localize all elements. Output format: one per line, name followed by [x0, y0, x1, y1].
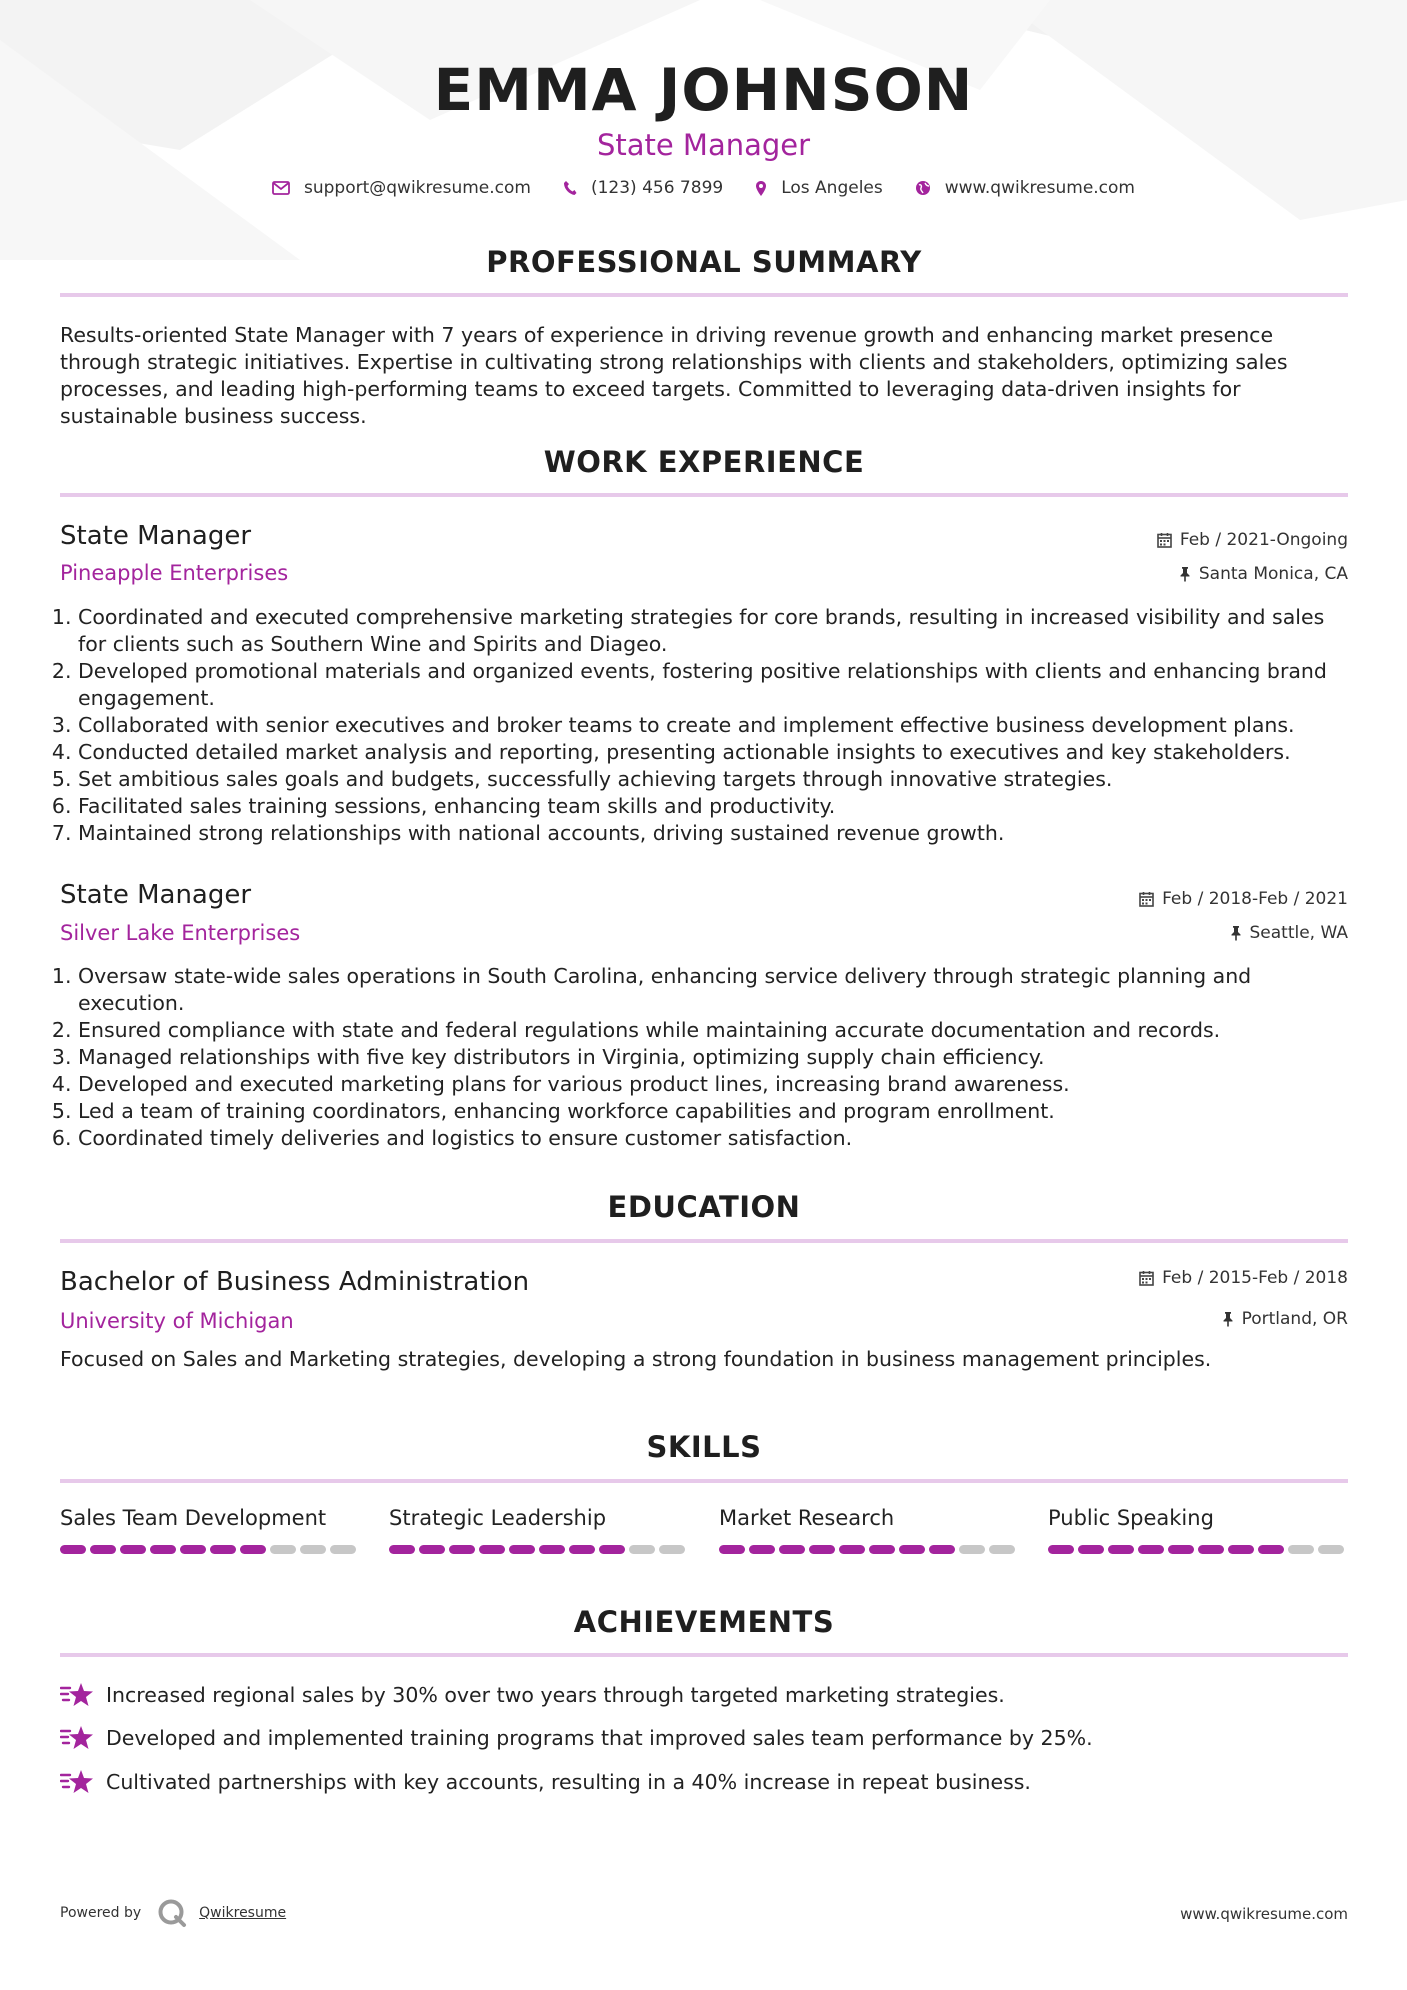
- calendar-icon: [1139, 891, 1154, 907]
- achievement-item: [60, 1725, 1093, 1751]
- job-bullet: 3. Collaborated with senior executives and broker teams to create and implement effective business development plans.: [78, 712, 1328, 739]
- achievement-text: Developed and implemented training programs that improved sales team performance by 25%.: [106, 1726, 1093, 1750]
- job-dates: [1157, 530, 1348, 550]
- skill-name: Public Speaking: [1048, 1506, 1214, 1530]
- phone-icon: [563, 180, 577, 196]
- education-location: [1222, 1309, 1348, 1329]
- education-dates: [1139, 1268, 1348, 1288]
- skill-segment-empty: [270, 1545, 296, 1554]
- achievement-item: [60, 1682, 1005, 1708]
- skill-segment-filled: [389, 1545, 415, 1554]
- skill-segment-filled: [60, 1545, 86, 1554]
- skill-level-bar: [1048, 1545, 1348, 1554]
- contact-location: [755, 178, 883, 198]
- education-dates-text: Feb / 2015-Feb / 2018: [1162, 1268, 1348, 1288]
- skill-segment-filled: [150, 1545, 176, 1554]
- skill-segment-filled: [809, 1545, 835, 1554]
- job-location: [1179, 564, 1348, 584]
- shooting-star-icon: [60, 1682, 94, 1708]
- job-bullet: 5. Set ambitious sales goals and budgets, successfully achieving targets through innovative strategies.: [78, 766, 1328, 793]
- map-pin-icon: [755, 180, 767, 197]
- education-school: University of Michigan: [60, 1309, 294, 1333]
- skill-item: [719, 1505, 1019, 1554]
- skill-segment-filled: [1138, 1545, 1164, 1554]
- job-bullet: 5. Led a team of training coordinators, enhancing workforce capabilities and program enrollment.: [78, 1098, 1328, 1125]
- job-title: State Manager: [60, 880, 252, 910]
- calendar-icon: [1139, 1270, 1154, 1286]
- skill-segment-empty: [629, 1545, 655, 1554]
- skill-level-bar: [60, 1545, 360, 1554]
- skill-segment-filled: [509, 1545, 535, 1554]
- skill-segment-filled: [899, 1545, 925, 1554]
- skill-segment-empty: [330, 1545, 356, 1554]
- skill-name: Strategic Leadership: [389, 1506, 607, 1530]
- job-bullet: 1. Oversaw state-wide sales operations in South Carolina, enhancing service delivery through strategic planning and execution.: [78, 963, 1328, 1017]
- contact-website-text: www.qwikresume.com: [944, 178, 1135, 198]
- skill-segment-filled: [1048, 1545, 1074, 1554]
- section-title-experience: WORK EXPERIENCE: [543, 445, 865, 479]
- skill-segment-filled: [749, 1545, 775, 1554]
- education-degree: Bachelor of Business Administration: [60, 1267, 530, 1297]
- contact-website[interactable]: [915, 178, 1135, 198]
- job-location-text: Santa Monica, CA: [1198, 564, 1348, 584]
- skill-segment-filled: [779, 1545, 805, 1554]
- section-divider: [60, 1653, 1348, 1657]
- education-description: Focused on Sales and Marketing strategies, developing a strong foundation in business management principles.: [60, 1347, 1212, 1371]
- skill-name: Sales Team Development: [60, 1506, 327, 1530]
- job-bullet: 3. Managed relationships with five key distributors in Virginia, optimizing supply chain efficiency.: [78, 1044, 1328, 1071]
- job-bullet: 7. Maintained strong relationships with national accounts, driving sustained revenue growth.: [78, 820, 1328, 847]
- contact-bar: [0, 178, 1407, 198]
- job-location-text: Seattle, WA: [1249, 923, 1348, 943]
- achievement-item: [60, 1769, 1031, 1795]
- skill-segment-filled: [419, 1545, 445, 1554]
- skill-item: [389, 1505, 689, 1554]
- skill-name: Market Research: [719, 1506, 895, 1530]
- skill-item: [60, 1505, 360, 1554]
- skill-segment-filled: [539, 1545, 565, 1554]
- skill-segment-filled: [1258, 1545, 1284, 1554]
- achievement-text: Cultivated partnerships with key accounts, resulting in a 40% increase in repeat business.: [106, 1770, 1031, 1794]
- section-title-education: EDUCATION: [607, 1190, 801, 1224]
- skill-segment-filled: [929, 1545, 955, 1554]
- skill-segment-filled: [240, 1545, 266, 1554]
- skill-segment-filled: [869, 1545, 895, 1554]
- skill-segment-filled: [479, 1545, 505, 1554]
- job-location: [1230, 923, 1349, 943]
- skill-segment-filled: [569, 1545, 595, 1554]
- job-bullet: 6. Coordinated timely deliveries and logistics to ensure customer satisfaction.: [78, 1125, 1328, 1152]
- pushpin-icon: [1230, 925, 1242, 941]
- contact-location-text: Los Angeles: [781, 178, 883, 198]
- candidate-name: EMMA JOHNSON: [433, 56, 974, 124]
- job-bullets: [78, 963, 1328, 1152]
- section-divider: [60, 1239, 1348, 1243]
- job-bullet: 6. Facilitated sales training sessions, enhancing team skills and productivity.: [78, 793, 1328, 820]
- skill-item: [1048, 1505, 1348, 1554]
- skill-segment-filled: [1198, 1545, 1224, 1554]
- skill-segment-filled: [90, 1545, 116, 1554]
- skill-segment-empty: [300, 1545, 326, 1554]
- job-dates-text: Feb / 2018-Feb / 2021: [1162, 889, 1348, 909]
- skill-segment-filled: [839, 1545, 865, 1554]
- envelope-icon: [272, 181, 290, 195]
- contact-email-text: support@qwikresume.com: [304, 178, 531, 198]
- skill-level-bar: [719, 1545, 1019, 1554]
- skill-segment-filled: [1228, 1545, 1254, 1554]
- brand-link[interactable]: Qwikresume: [199, 1905, 287, 1921]
- skill-segment-filled: [449, 1545, 475, 1554]
- section-divider: [60, 293, 1348, 297]
- job-bullet: 2. Developed promotional materials and organized events, fostering positive relationships with clients and enhancing brand engagement.: [78, 658, 1328, 712]
- skill-level-bar: [389, 1545, 689, 1554]
- skill-segment-filled: [599, 1545, 625, 1554]
- shooting-star-icon: [60, 1769, 94, 1795]
- calendar-icon: [1157, 532, 1172, 548]
- skill-segment-filled: [719, 1545, 745, 1554]
- skill-segment-empty: [1318, 1545, 1344, 1554]
- achievement-text: Increased regional sales by 30% over two years through targeted marketing strategies.: [106, 1683, 1005, 1707]
- shooting-star-icon: [60, 1725, 94, 1751]
- job-bullet: 2. Ensured compliance with state and federal regulations while maintaining accurate documentation and records.: [78, 1017, 1328, 1044]
- contact-phone[interactable]: [563, 178, 723, 198]
- candidate-role: State Manager: [596, 128, 811, 162]
- skill-segment-filled: [210, 1545, 236, 1554]
- section-title-summary: PROFESSIONAL SUMMARY: [486, 245, 922, 279]
- skill-segment-empty: [659, 1545, 685, 1554]
- section-title-achievements: ACHIEVEMENTS: [573, 1605, 835, 1639]
- footer-powered-by: [60, 1898, 286, 1928]
- education-location-text: Portland, OR: [1241, 1309, 1348, 1329]
- job-bullet: 4. Developed and executed marketing plans for various product lines, increasing brand awareness.: [78, 1071, 1328, 1098]
- contact-email[interactable]: [272, 178, 531, 198]
- section-divider: [60, 493, 1348, 497]
- contact-phone-text: (123) 456 7899: [590, 178, 724, 198]
- summary-text: Results-oriented State Manager with 7 years of experience in driving revenue growth and enhancing market presence through strategic initiatives. Expertise in cultivating strong relationships with clients and stakeholders, optimizing sales processes, and leading high-performing teams to exceed targets. Committed to leveraging data-driven insights for sustainable business success.: [60, 323, 1288, 428]
- skill-segment-empty: [989, 1545, 1015, 1554]
- skill-segment-filled: [1168, 1545, 1194, 1554]
- skill-segment-filled: [180, 1545, 206, 1554]
- skill-segment-filled: [120, 1545, 146, 1554]
- job-title: State Manager: [60, 521, 252, 551]
- qwikresume-logo-icon: [157, 1898, 187, 1928]
- job-company: Silver Lake Enterprises: [60, 921, 301, 945]
- job-bullet: 4. Conducted detailed market analysis and reporting, presenting actionable insights to executives and key stakeholders.: [78, 739, 1328, 766]
- globe-icon: [915, 180, 931, 196]
- section-divider: [60, 1479, 1348, 1483]
- powered-by-label: Powered by: [60, 1905, 142, 1921]
- job-dates-text: Feb / 2021-Ongoing: [1179, 530, 1348, 550]
- skill-segment-filled: [1108, 1545, 1134, 1554]
- skill-segment-empty: [959, 1545, 985, 1554]
- job-dates: [1139, 889, 1348, 909]
- job-bullet: 1. Coordinated and executed comprehensive marketing strategies for core brands, resulting in increased visibility and sales for clients such as Southern Wine and Spirits and Diageo.: [78, 604, 1328, 658]
- section-title-skills: SKILLS: [646, 1430, 762, 1464]
- pushpin-icon: [1222, 1311, 1234, 1327]
- job-bullets: [78, 604, 1328, 847]
- skill-segment-empty: [1288, 1545, 1314, 1554]
- pushpin-icon: [1179, 566, 1191, 582]
- footer-website[interactable]: www.qwikresume.com: [1180, 1905, 1348, 1923]
- skill-segment-filled: [1078, 1545, 1104, 1554]
- resume-header: [0, 55, 1407, 163]
- job-company: Pineapple Enterprises: [60, 561, 289, 585]
